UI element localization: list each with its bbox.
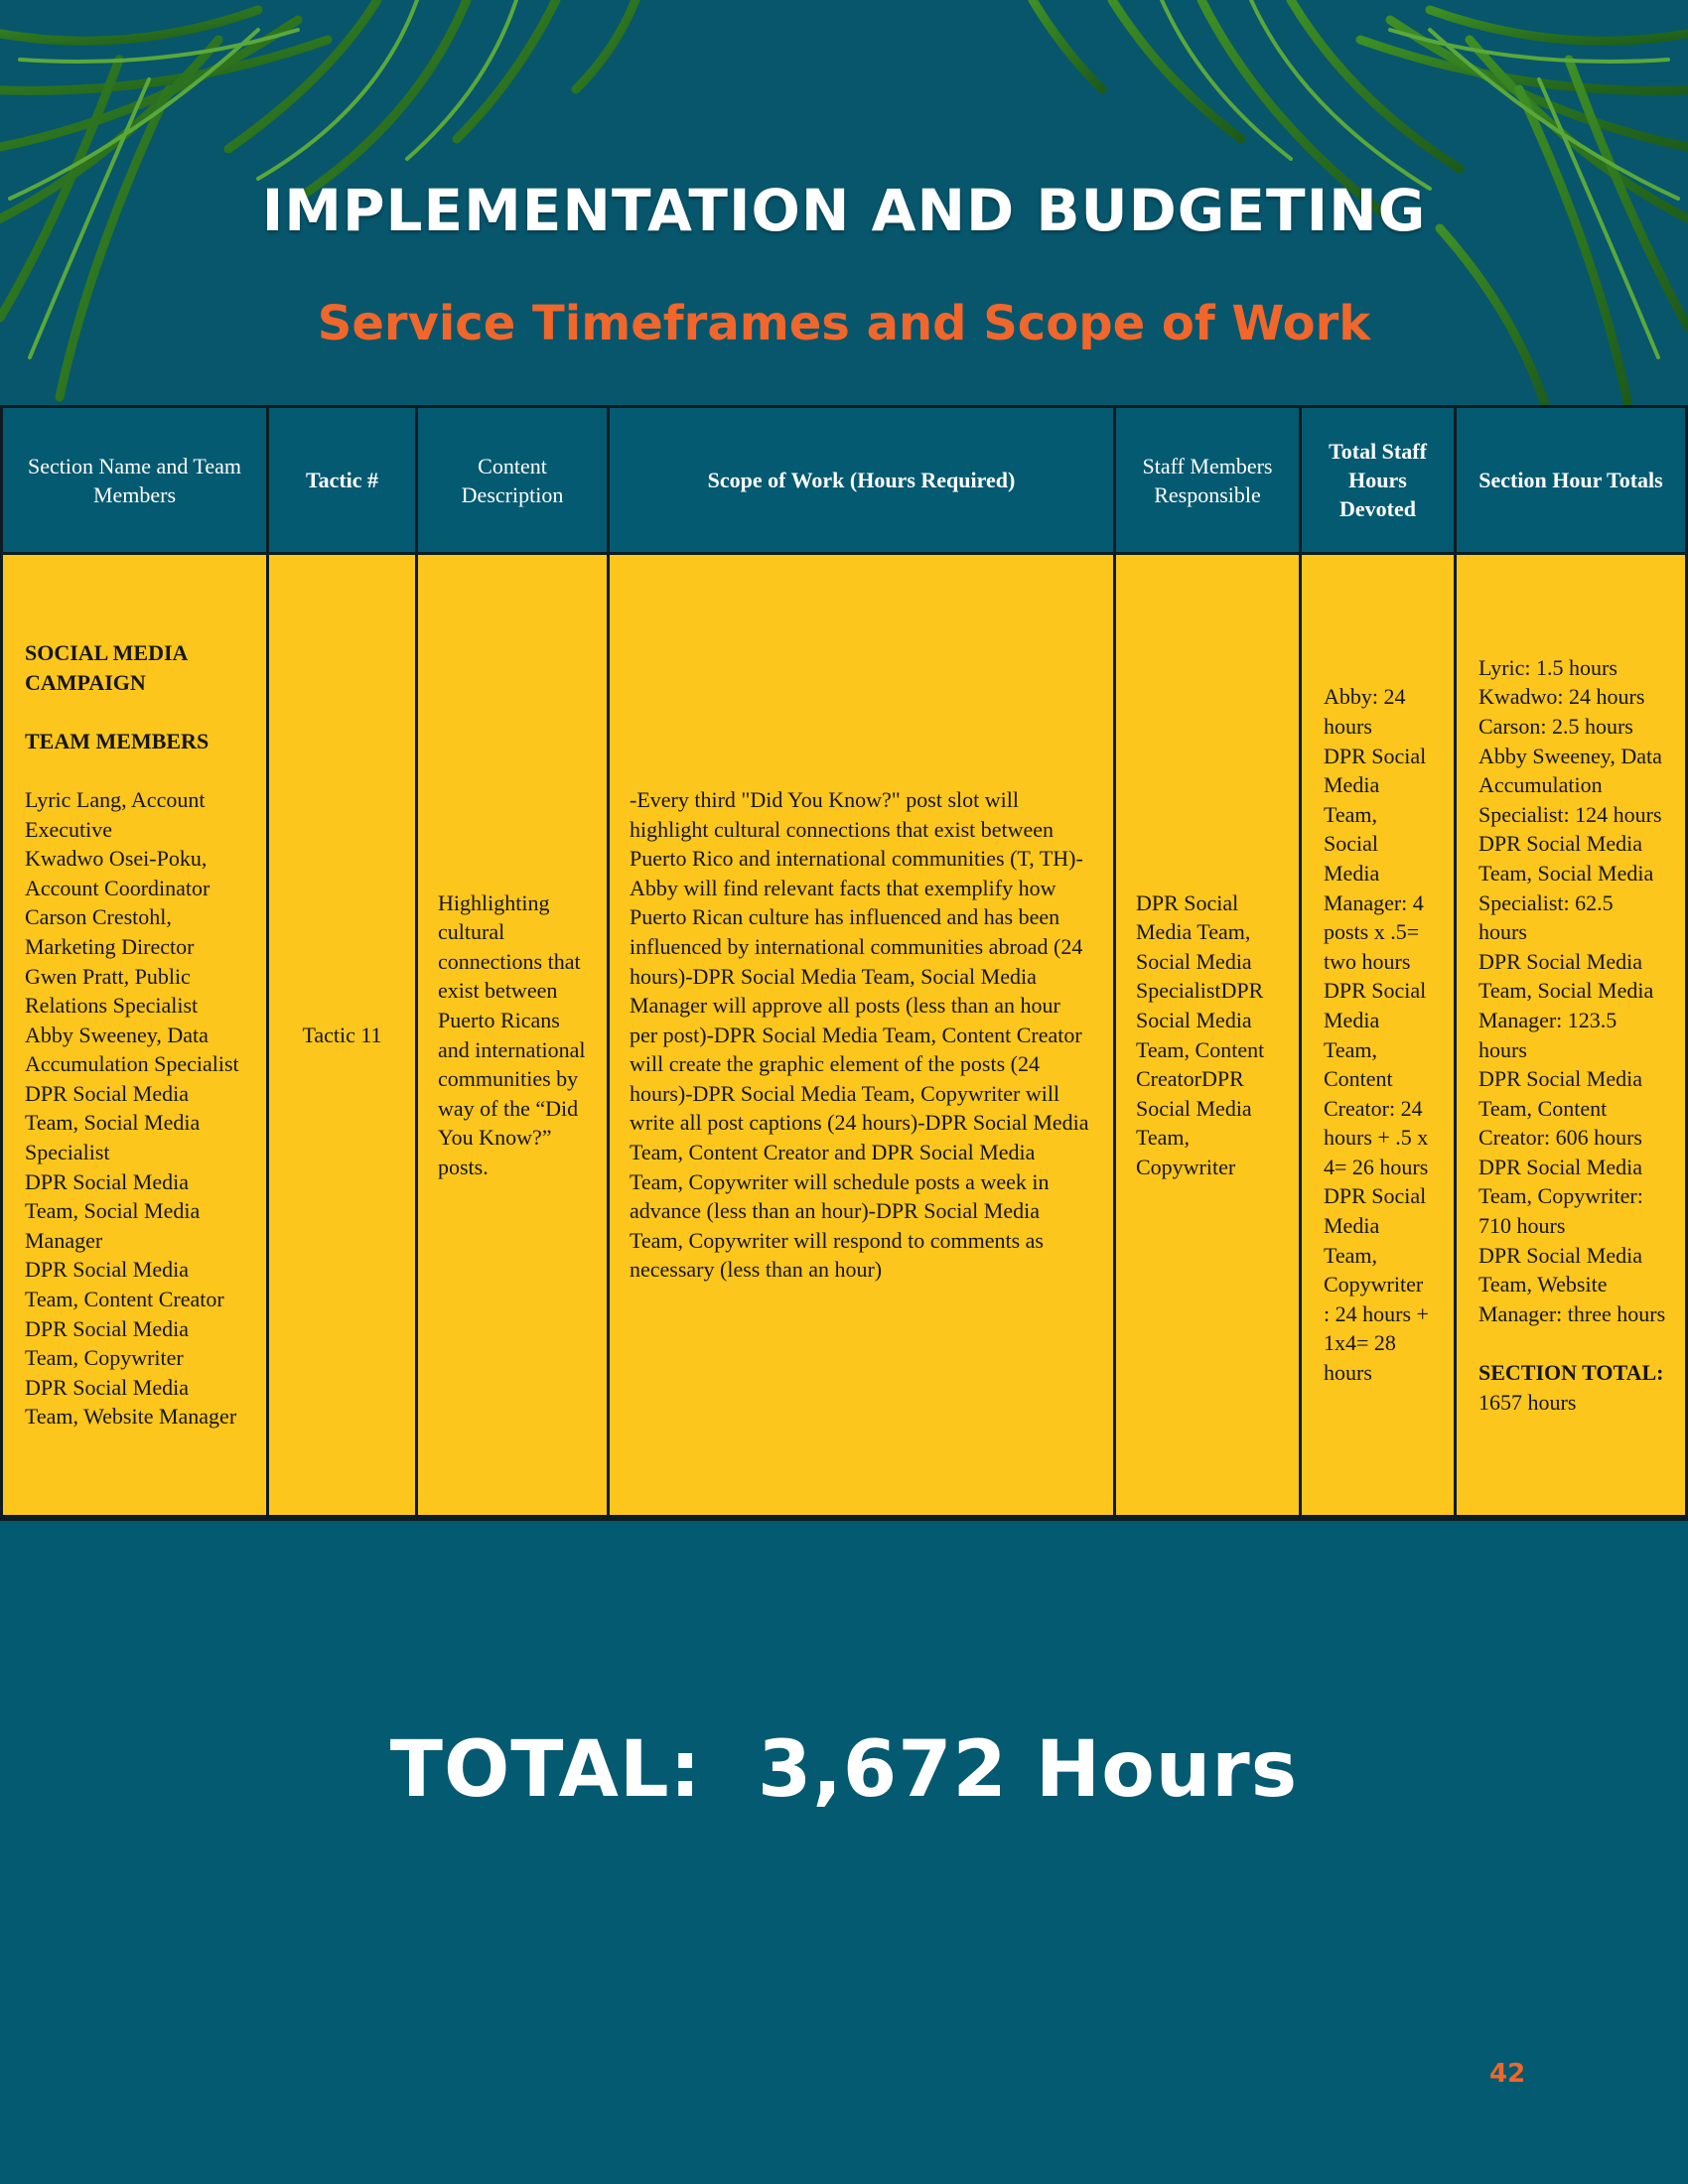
cell-total-staff-hours (1302, 555, 1457, 1518)
scope-of-work-text: -Every third "Did You Know?" post slot will highlight cultural connections that exist between Puerto Rico and international communities (T, TH)-Abby will find relevant facts that exemplify how Puerto Rican culture has influenced and has been influenced by international communities abroad (24 hours)-DPR Social Media Team, Social Media Manager will approve all posts (less than an hour per post)-DPR Social Media Team, Content Creator will create the graphic element of the posts (24 hours)-DPR Social Media Team, Copywriter will write all post captions (24 hours)-DPR Social Media Team, Content Creator and DPR Social Media Team, Copywriter will schedule posts a week in advance (less than an hour)-DPR Social Media Team, Copywriter will respond to comments as necessary (less than an hour) (630, 786, 1089, 1283)
header-section-name: Section Name and Team Members (3, 408, 269, 555)
section-name: SOCIAL MEDIA CAMPAIGN (25, 639, 188, 695)
section-hours-item: DPR Social Media Team, Copywriter: 710 hours (1478, 1154, 1643, 1239)
team-member: Abby Sweeney, Data Accumulation Specialist (25, 1022, 239, 1077)
header-staff-responsible: Staff Members Responsible (1116, 408, 1302, 555)
team-member: DPR Social Media Team, Social Media Manager (25, 1168, 201, 1253)
header-tactic: Tactic # (269, 408, 418, 555)
header-section-hour-totals: Section Hour Totals (1457, 408, 1685, 555)
staff-hours-item: Abby: 24 hours (1324, 684, 1406, 739)
section-hours-item: Lyric: 1.5 hours (1478, 654, 1618, 680)
section-total-label: SECTION TOTAL: (1478, 1360, 1664, 1386)
section-hours-item: Carson: 2.5 hours (1478, 713, 1633, 739)
team-member: Kwadwo Osei-Poku, Account Coordinator (25, 846, 211, 900)
cell-staff-responsible (1116, 555, 1302, 1518)
cell-scope-of-work (610, 555, 1116, 1518)
header-content-description: Content Description (418, 408, 610, 555)
staff-hours-item: DPR Social Media Team, Copywriter : 24 hours + 1x4= 28 hours (1324, 1183, 1429, 1386)
cell-content-description (418, 555, 610, 1518)
section-hours-item: DPR Social Media Team, Social Media Specialist: 62.5 hours (1478, 831, 1654, 945)
team-member: Carson Crestohl, Marketing Director (25, 904, 195, 959)
team-member: Gwen Pratt, Public Relations Specialist (25, 963, 199, 1019)
team-member: Lyric Lang, Account Executive (25, 786, 206, 842)
scope-table (0, 405, 1688, 1521)
team-members-heading: TEAM MEMBERS (25, 728, 210, 753)
section-hours-item: DPR Social Media Team, Content Creator: 606 hours (1478, 1066, 1642, 1151)
staff-hours-item: DPR Social Media Team, Content Creator: 24 hours + .5 x 4= 26 hours (1324, 978, 1429, 1179)
page-number: 42 (1489, 2059, 1526, 2089)
cell-section-team (3, 555, 269, 1518)
team-member: DPR Social Media Team, Social Media Specialist (25, 1080, 201, 1165)
team-member: DPR Social Media Team, Website Manager (25, 1374, 237, 1430)
tactic-number: Tactic 11 (302, 1022, 382, 1047)
content-description-text: Highlighting cultural connections that exist between Puerto Ricans and international communities by way of the “Did You Know?” posts. (438, 889, 586, 1179)
grand-total: TOTAL: 3,672 Hours (389, 1725, 1299, 1815)
section-hours-item: DPR Social Media Team, Social Media Manager: 123.5 hours (1478, 948, 1654, 1062)
team-member: DPR Social Media Team, Copywriter (25, 1315, 189, 1371)
page-title: IMPLEMENTATION AND BUDGETING (261, 177, 1427, 244)
staff-responsible-text: DPR Social Media Team, Social Media SpecialistDPR Social Media Team, Content CreatorDPR Social Media Team, Copywriter (1136, 889, 1265, 1179)
section-hours-item: Abby Sweeney, Data Accumulation Specialist: 124 hours (1478, 743, 1662, 827)
team-member: DPR Social Media Team, Content Creator (25, 1257, 224, 1312)
section-total (1478, 1358, 1667, 1417)
header-total-staff-hours: Total Staff Hours Devoted (1302, 408, 1457, 555)
page-subtitle: Service Timeframes and Scope of Work (317, 296, 1371, 351)
section-total-value: 1657 hours (1478, 1389, 1577, 1415)
cell-section-hour-totals (1457, 555, 1685, 1518)
section-hours-item: Kwadwo: 24 hours (1478, 684, 1645, 710)
staff-hours-item: DPR Social Media Team, Social Media Manager: 4 posts x .5= two hours (1324, 743, 1427, 974)
section-hours-item: DPR Social Media Team, Website Manager: three hours (1478, 1242, 1666, 1326)
cell-tactic (269, 555, 418, 1518)
header-scope-of-work: Scope of Work (Hours Required) (610, 408, 1116, 555)
